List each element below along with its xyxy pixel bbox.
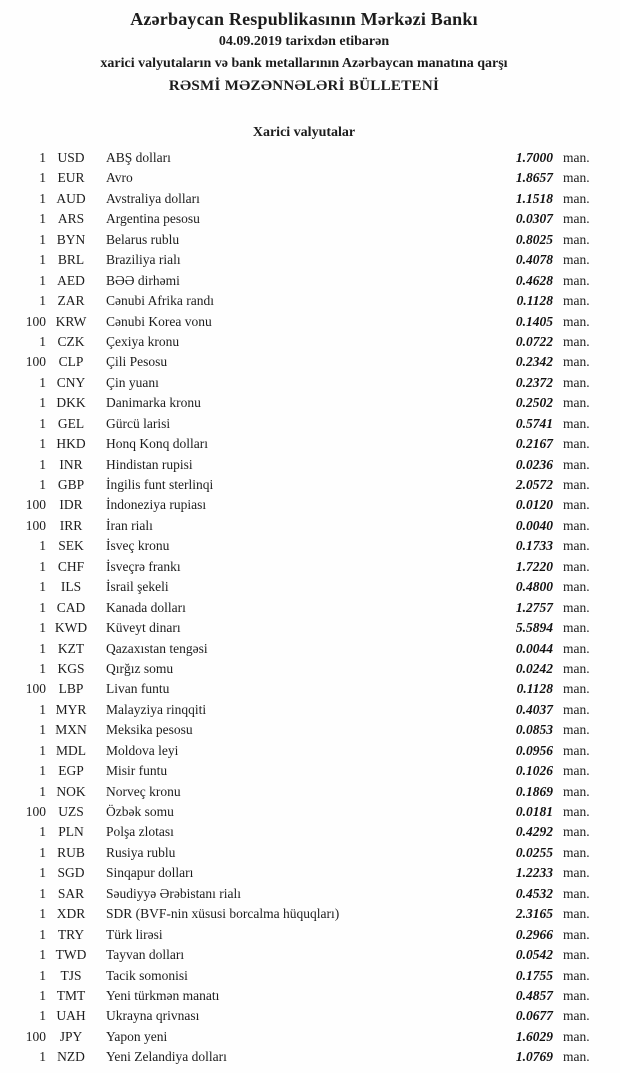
rate-row <box>8 291 600 311</box>
quantity: 1 <box>39 477 46 492</box>
currency-code: IDR <box>59 497 83 513</box>
quantity: 1 <box>39 1008 46 1024</box>
quantity: 1 <box>39 415 46 431</box>
currency-name: Türk lirəsi <box>106 926 163 942</box>
quantity: 100 <box>25 497 46 513</box>
currency-name: Avstraliya dolları <box>106 190 200 206</box>
rate-value: 1.7220 <box>515 558 553 574</box>
rate-row <box>8 352 600 372</box>
bulletin-title: RƏSMİ MƏZƏNNƏLƏRİ BÜLLETENİ <box>168 78 440 94</box>
unit-label: man. <box>563 599 590 615</box>
rate-row <box>8 557 600 577</box>
currency-name: Səudiyyə Ərəbistanı rialı <box>106 885 241 901</box>
rate-row <box>8 700 600 720</box>
currency-name: Özbək somu <box>106 804 174 819</box>
unit-label: man. <box>563 742 590 758</box>
quantity: 1 <box>39 783 46 799</box>
currency-code: BRL <box>57 252 85 268</box>
quantity: 1 <box>39 660 46 676</box>
quantity: 1 <box>39 865 46 881</box>
currency-name: Qırğız somu <box>106 660 174 676</box>
currency-code: GEL <box>57 415 85 431</box>
currency-name: Moldova leyi <box>106 742 179 758</box>
rate-row <box>8 598 600 618</box>
unit-label: man. <box>563 947 590 963</box>
unit-label: man. <box>563 354 590 370</box>
unit-label: man. <box>563 272 590 288</box>
quantity: 100 <box>25 681 46 697</box>
rate-value: 0.1869 <box>515 783 553 799</box>
rate-value: 0.1128 <box>516 293 553 309</box>
rate-value: 0.4857 <box>515 987 553 1003</box>
currency-name: İsveçrə frankı <box>106 558 181 574</box>
quantity: 1 <box>39 722 46 738</box>
currency-code: MXN <box>55 722 87 738</box>
currency-code: XDR <box>56 906 86 922</box>
rate-row <box>8 925 600 945</box>
currency-code: AUD <box>56 190 86 206</box>
currency-name: ABŞ dolları <box>106 150 171 165</box>
unit-label: man. <box>563 211 590 227</box>
rate-row <box>8 455 600 475</box>
rates-table <box>8 148 600 1068</box>
currency-code: KGS <box>57 660 85 676</box>
unit-label: man. <box>563 844 590 860</box>
quantity: 1 <box>39 293 46 309</box>
currency-code: CHF <box>57 558 85 574</box>
currency-name: Polşa zlotası <box>106 824 174 840</box>
unit-label: man. <box>563 804 590 819</box>
quantity: 1 <box>39 1049 46 1065</box>
rate-row <box>8 250 600 270</box>
rate-row <box>8 966 600 986</box>
quantity: 1 <box>39 967 46 983</box>
quantity: 100 <box>25 517 46 533</box>
unit-label: man. <box>563 190 590 206</box>
currency-code: CAD <box>56 599 86 615</box>
currency-name: Cənubi Afrika randı <box>106 293 214 309</box>
rate-row <box>8 884 600 904</box>
currency-code: CLP <box>58 354 84 370</box>
subtitle-line: xarici valyutaların və bank metallarının Azərbaycan manatına qarşı <box>100 56 508 71</box>
currency-code: TMT <box>56 987 86 1003</box>
rate-value: 0.4037 <box>515 701 553 717</box>
currency-name: Meksika pesosu <box>106 722 193 738</box>
rate-value: 1.2757 <box>515 599 553 615</box>
rate-value: 0.0040 <box>515 517 553 533</box>
quantity: 1 <box>39 844 46 860</box>
unit-label: man. <box>563 150 590 165</box>
currency-code: HKD <box>56 436 86 452</box>
quantity: 1 <box>39 456 46 472</box>
rate-value: 0.4078 <box>515 252 553 268</box>
currency-code: ARS <box>57 211 85 227</box>
currency-code: MYR <box>55 701 87 717</box>
quantity: 1 <box>39 374 46 390</box>
quantity: 1 <box>39 926 46 942</box>
currency-code: EUR <box>57 170 85 186</box>
currency-name: Livan funtu <box>106 681 170 697</box>
rate-value: 0.4800 <box>515 579 553 595</box>
currency-name: Yeni Zelandiya dolları <box>106 1049 227 1065</box>
rate-row <box>8 230 600 250</box>
currency-name: Malayziya rinqqiti <box>106 701 207 717</box>
quantity: 1 <box>39 906 46 922</box>
currency-code: UAH <box>56 1008 86 1024</box>
currency-code: INR <box>59 456 83 472</box>
rate-value: 0.2372 <box>515 374 553 390</box>
unit-label: man. <box>563 885 590 901</box>
rate-value: 2.3165 <box>515 906 553 922</box>
currency-name: Hindistan rupisi <box>106 456 193 472</box>
currency-name: BƏƏ dirhəmi <box>106 272 180 288</box>
currency-name: İndoneziya rupiası <box>106 497 207 513</box>
effective-date-line: 04.09.2019 tarixdən etibarən <box>218 34 390 49</box>
currency-code: TWD <box>55 947 87 963</box>
rate-row <box>8 189 600 209</box>
rate-value: 0.1405 <box>515 313 553 329</box>
rate-value: 0.0255 <box>515 844 553 860</box>
rate-value: 0.4532 <box>515 885 553 901</box>
currency-code: RUB <box>57 844 85 860</box>
rate-value: 0.0722 <box>515 333 553 349</box>
currency-code: GBP <box>57 477 85 492</box>
currency-code: IRR <box>59 517 83 533</box>
unit-label: man. <box>563 415 590 431</box>
rate-value: 2.0572 <box>515 477 553 492</box>
unit-label: man. <box>563 333 590 349</box>
unit-label: man. <box>563 579 590 595</box>
rate-value: 0.2342 <box>515 354 553 370</box>
rate-row <box>8 802 600 822</box>
currency-name: İran rialı <box>106 517 153 533</box>
quantity: 100 <box>25 1028 46 1044</box>
rate-value: 0.0120 <box>515 497 553 513</box>
quantity: 1 <box>39 742 46 758</box>
unit-label: man. <box>563 1028 590 1044</box>
quantity: 1 <box>39 170 46 186</box>
rate-row <box>8 618 600 638</box>
unit-label: man. <box>563 660 590 676</box>
currency-code: PLN <box>58 824 84 840</box>
quantity: 1 <box>39 252 46 268</box>
unit-label: man. <box>563 538 590 554</box>
bank-title: Azərbaycan Respublikasının Mərkəzi Bankı <box>130 9 478 29</box>
currency-name: Tayvan dolları <box>106 947 185 963</box>
currency-name: Avro <box>106 170 133 186</box>
currency-name: Kanada dolları <box>106 599 186 615</box>
rate-value: 0.2502 <box>515 395 553 411</box>
currency-name: Honq Konq dolları <box>106 436 208 452</box>
rate-value: 0.0307 <box>515 211 553 227</box>
quantity: 1 <box>39 211 46 227</box>
unit-label: man. <box>563 906 590 922</box>
unit-label: man. <box>563 824 590 840</box>
rate-row <box>8 782 600 802</box>
currency-name: Norveç kronu <box>106 783 181 799</box>
unit-label: man. <box>563 231 590 247</box>
unit-label: man. <box>563 170 590 186</box>
currency-code: LBP <box>58 681 84 697</box>
currency-code: NZD <box>57 1049 85 1065</box>
quantity: 1 <box>39 436 46 452</box>
currency-name: SDR (BVF-nin xüsusi borcalma hüquqları) <box>106 906 340 922</box>
currency-name: Misir funtu <box>106 763 168 779</box>
rate-value: 0.4628 <box>515 272 553 288</box>
rate-value: 0.1733 <box>515 538 553 554</box>
quantity: 1 <box>39 190 46 206</box>
unit-label: man. <box>563 374 590 390</box>
rate-row <box>8 1047 600 1067</box>
currency-code: JPY <box>59 1028 83 1044</box>
quantity: 1 <box>39 620 46 636</box>
quantity: 1 <box>39 558 46 574</box>
rate-value: 1.7000 <box>515 150 553 165</box>
quantity: 1 <box>39 150 46 165</box>
rate-value: 0.4292 <box>515 824 553 840</box>
currency-code: CNY <box>56 374 86 390</box>
rate-row <box>8 536 600 556</box>
rate-value: 0.0242 <box>515 660 553 676</box>
rate-row <box>8 720 600 740</box>
currency-code: USD <box>57 150 85 165</box>
quantity: 1 <box>39 987 46 1003</box>
currency-code: KRW <box>55 313 87 329</box>
rate-row <box>8 414 600 434</box>
rate-value: 0.0956 <box>515 742 553 758</box>
rate-row <box>8 1006 600 1026</box>
rate-row <box>8 495 600 515</box>
rate-value: 0.5741 <box>515 415 553 431</box>
rate-value: 0.0181 <box>515 804 553 819</box>
quantity: 100 <box>25 804 46 819</box>
unit-label: man. <box>563 722 590 738</box>
currency-name: Sinqapur dolları <box>106 865 194 881</box>
rate-value: 1.8657 <box>515 170 553 186</box>
rate-value: 0.0236 <box>515 456 553 472</box>
unit-label: man. <box>563 1008 590 1024</box>
rate-row <box>8 986 600 1006</box>
currency-code: CZK <box>57 333 85 349</box>
unit-label: man. <box>563 783 590 799</box>
unit-label: man. <box>563 865 590 881</box>
rate-row <box>8 761 600 781</box>
quantity: 1 <box>39 701 46 717</box>
rate-value: 0.1128 <box>516 681 553 697</box>
rate-row <box>8 843 600 863</box>
currency-name: Çin yuanı <box>106 374 159 390</box>
rate-value: 1.2233 <box>515 865 553 881</box>
quantity: 100 <box>25 313 46 329</box>
quantity: 1 <box>39 272 46 288</box>
currency-code: SEK <box>58 538 84 554</box>
currency-code: AED <box>57 272 85 288</box>
unit-label: man. <box>563 497 590 513</box>
unit-label: man. <box>563 681 590 697</box>
quantity: 100 <box>25 354 46 370</box>
currency-code: KWD <box>54 620 88 636</box>
rate-row <box>8 639 600 659</box>
rate-value: 0.2167 <box>515 436 553 452</box>
unit-label: man. <box>563 640 590 656</box>
unit-label: man. <box>563 313 590 329</box>
currency-name: İsrail şekeli <box>106 579 169 595</box>
currency-name: Çili Pesosu <box>106 354 168 370</box>
unit-label: man. <box>563 558 590 574</box>
rate-value: 1.6029 <box>515 1028 553 1044</box>
unit-label: man. <box>563 456 590 472</box>
rate-value: 0.0853 <box>515 722 553 738</box>
rate-value: 1.0769 <box>515 1049 553 1065</box>
currency-name: Ukrayna qrivnası <box>106 1008 200 1024</box>
currency-code: TJS <box>60 967 82 983</box>
unit-label: man. <box>563 395 590 411</box>
currency-name: Braziliya rialı <box>106 252 181 268</box>
rate-value: 0.8025 <box>515 231 553 247</box>
rate-row <box>8 863 600 883</box>
rate-value: 0.1755 <box>515 967 553 983</box>
rate-row <box>8 1027 600 1047</box>
currency-name: Danimarka kronu <box>106 395 201 411</box>
rate-row <box>8 475 600 495</box>
rate-row <box>8 393 600 413</box>
unit-label: man. <box>563 436 590 452</box>
rate-value: 0.0044 <box>515 640 553 656</box>
rate-row <box>8 168 600 188</box>
rate-row <box>8 904 600 924</box>
currency-code: EGP <box>58 763 84 779</box>
quantity: 1 <box>39 885 46 901</box>
currency-code: TRY <box>57 926 85 942</box>
currency-code: UZS <box>58 804 84 819</box>
currency-name: Küveyt dinarı <box>106 620 181 636</box>
currency-code: ILS <box>60 579 82 595</box>
currency-name: İsveç kronu <box>106 538 170 554</box>
rate-row <box>8 434 600 454</box>
currency-name: Gürcü larisi <box>106 415 171 431</box>
rate-row <box>8 822 600 842</box>
unit-label: man. <box>563 987 590 1003</box>
quantity: 1 <box>39 538 46 554</box>
rate-value: 0.2966 <box>515 926 553 942</box>
currency-name: Yapon yeni <box>106 1028 168 1044</box>
quantity: 1 <box>39 947 46 963</box>
unit-label: man. <box>563 517 590 533</box>
currency-code: NOK <box>56 783 86 799</box>
quantity: 1 <box>39 763 46 779</box>
currency-name: Yeni türkmən manatı <box>106 987 220 1003</box>
unit-label: man. <box>563 763 590 779</box>
rate-row <box>8 659 600 679</box>
currency-name: Argentina pesosu <box>106 211 200 227</box>
currency-code: ZAR <box>57 293 85 309</box>
rate-row <box>8 373 600 393</box>
quantity: 1 <box>39 231 46 247</box>
quantity: 1 <box>39 579 46 595</box>
rate-value: 0.0542 <box>515 947 553 963</box>
rate-row <box>8 271 600 291</box>
currency-name: Qazaxıstan tengəsi <box>106 640 208 656</box>
currency-name: Çexiya kronu <box>106 333 180 349</box>
currency-code: SAR <box>57 885 85 901</box>
currency-name: Belarus rublu <box>106 231 180 247</box>
rate-row <box>8 741 600 761</box>
rate-value: 1.1518 <box>515 190 553 206</box>
currency-name: Tacik somonisi <box>106 967 188 983</box>
unit-label: man. <box>563 926 590 942</box>
rate-value: 0.1026 <box>515 763 553 779</box>
rate-row <box>8 516 600 536</box>
rate-row <box>8 679 600 699</box>
rate-row <box>8 209 600 229</box>
unit-label: man. <box>563 477 590 492</box>
quantity: 1 <box>39 640 46 656</box>
unit-label: man. <box>563 1049 590 1065</box>
currency-name: İngilis funt sterlinqi <box>106 477 214 492</box>
currency-name: Rusiya rublu <box>106 844 176 860</box>
currency-code: DKK <box>56 395 86 411</box>
rate-value: 0.0677 <box>515 1008 553 1024</box>
section-title: Xarici valyutalar <box>252 125 356 140</box>
currency-name: Cənubi Korea vonu <box>106 313 212 329</box>
unit-label: man. <box>563 701 590 717</box>
rate-value: 5.5894 <box>515 620 553 636</box>
currency-code: SGD <box>57 865 85 881</box>
currency-code: KZT <box>57 640 85 656</box>
quantity: 1 <box>39 395 46 411</box>
unit-label: man. <box>563 967 590 983</box>
rate-row <box>8 148 600 168</box>
quantity: 1 <box>39 599 46 615</box>
unit-label: man. <box>563 293 590 309</box>
rate-row <box>8 945 600 965</box>
rate-row <box>8 332 600 352</box>
unit-label: man. <box>563 620 590 636</box>
rate-row <box>8 577 600 597</box>
currency-code: MDL <box>56 742 86 758</box>
quantity: 1 <box>39 824 46 840</box>
quantity: 1 <box>39 333 46 349</box>
currency-code: BYN <box>56 231 86 247</box>
rate-row <box>8 312 600 332</box>
unit-label: man. <box>563 252 590 268</box>
document-header <box>8 7 600 97</box>
